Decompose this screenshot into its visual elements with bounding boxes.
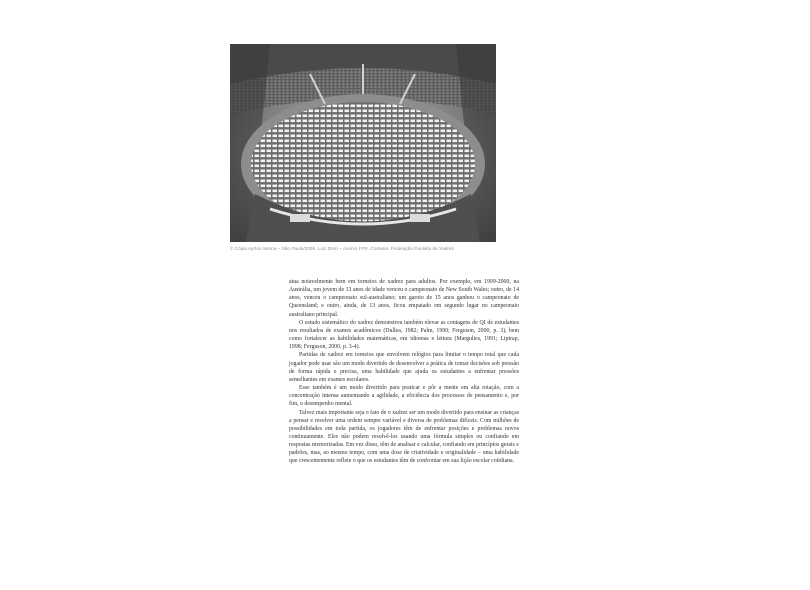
paragraph: Talvez mais importante seja o fato de o xadrez ser um modo divertido para ensinar as crianças a pensar e resolver uma ordem sempre variável e diversa de problemas difíceis. Com milhões de possibilidades em toda partida, os jogadores têm de enfrentar posições e problemas novos continuamente. Eles não podem resolvê-los usando uma fórmula simples ou confiando em respostas memorizadas. Em vez disso, têm de analisar e calcular, confiando em princípios gerais e padrões, mas, ao mesmo tempo, com uma dose de criatividade e originalidade – uma habilidade que crescentemente reflete o que os estudantes têm de confrontar em sua lição escolar cotidiana. (289, 409, 519, 465)
body-text (289, 278, 519, 466)
chess-arena-photo (230, 44, 496, 242)
photo-caption: © Cópia Ayrton Senna – São Paulo/2006. Luiz Doro – Acervo FPX. Cortesia: Federação Paulista de Xadrez. (230, 246, 456, 251)
arena-image-icon (230, 44, 496, 242)
paragraph: Esse também é um modo divertido para praticar e pôr a mente em alta rotação, com a concentração intensa aumentando a agilidade, a eficiência dos processos de pensamento e, por fim, o desempenho mental. (289, 385, 519, 408)
paragraph: O estudo sistemático do xadrez demonstrou também elevar as contagens de QI de estudantes nos resultados de exames acadêmicos (Dullea, 1982; Palm, 1990; Ferguson, 2000, p. 3), bem como fortalecer as habilidades matemáticas, em idiomas e leitura (Margulies, 1991; Liptrap, 1998; Ferguson, 2000, p. 3-4). (289, 319, 519, 351)
paragraph: atua notavelmente bem em torneios de xadrez para adultos. Por exemplo, em 1999-2000, na Austrália, um jovem de 13 anos de idade venceu o campeonato de New South Wales; outro, de 14 anos, venceu o campeonato sul-australiano; um garoto de 15 anos ganhou o campeonato de Queensland; e outro, ainda, de 13 anos, ficou empatado em segundo lugar no campeonato australiano principal. (289, 279, 519, 318)
paragraph: Partidas de xadrez em torneios que envolvem relógios para limitar o tempo total que cada jogador pode usar são um modo divertido de desenvolver a prática de tomar decisões sob pressão de forma rápida e precisa, uma habilidade que ajuda os estudantes a enfrentar pressões semelhantes em exames escolares. (289, 352, 519, 383)
